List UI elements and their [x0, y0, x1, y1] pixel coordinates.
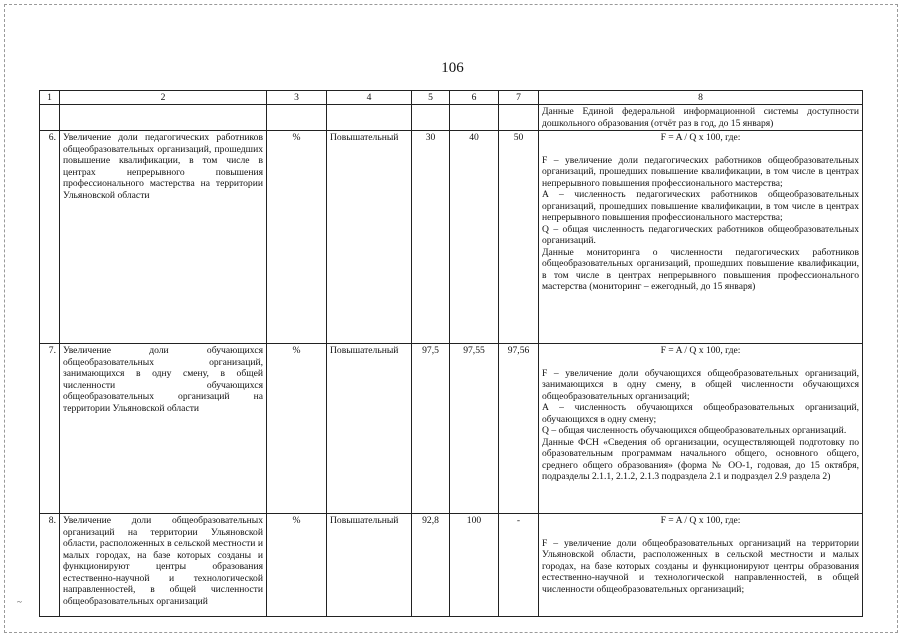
table-row: [40, 131, 863, 344]
data-source: Данные мониторинга о численности педагогических работников общеобразовательных организаций, прошедших повышение квалификации, в том числе в центрах непрерывного повышения профессионального мастерства (мониторинг – ежегодный, до 15 января): [542, 246, 859, 292]
definition-a: A – численность обучающихся общеобразовательных организаций, обучающихся в одну смену;: [542, 402, 859, 425]
continuation-row: [40, 105, 863, 131]
formula: F = A / Q x 100, где:: [660, 515, 741, 526]
value-3: -: [499, 514, 539, 617]
unit: %: [267, 514, 327, 617]
value-2: 40: [450, 131, 499, 344]
value-1: 92,8: [412, 514, 450, 617]
method-description: [539, 344, 863, 514]
method-description: [539, 514, 863, 617]
data-source: Данные ФСН «Сведения об организации, осуществляющей подготовку по образовательным программам начального общего, основного общего, среднего общего образования» (форма № ОО-1, годовая, до 15 октября, подразделы 2.1.1, 2.1.2, 2.1.3 подраздела 2.1 и подраздел 2.9 раздела 2): [542, 436, 859, 482]
method-description: [539, 131, 863, 344]
row-number: 6.: [40, 131, 60, 344]
value-1: 30: [412, 131, 450, 344]
definition-f: F – увеличение доли общеобразовательных организаций на территории Ульяновской области, расположенных в сельской местности и малых городах, на базе которых созданы и функционируют центры образования естественно-научной и технологической направленностей, в общей численности общеобразовательных организаций;: [542, 537, 859, 595]
page-number: 106: [441, 60, 464, 76]
value-2: 97,55: [450, 344, 499, 514]
continuation-description: Данные Единой федеральной информационной системы доступности дошкольного образования (отчёт раз в год, до 15 января): [539, 105, 863, 131]
column-header: 1: [40, 91, 60, 105]
indicator-name: Увеличение доли общеобразовательных организаций на территории Ульяновской области, расположенных в сельской местности и малых городах, на базе которых созданы и функционируют центры образования естественно-научной и технологической направленностей, в общей численности общеобразовательных организаций: [60, 514, 267, 617]
value-1: 97,5: [412, 344, 450, 514]
value-3: 50: [499, 131, 539, 344]
unit: %: [267, 344, 327, 514]
unit: %: [267, 131, 327, 344]
definition-f: F – увеличение доли обучающихся общеобразовательных организаций, занимающихся в одну смену, в общей численности обучающихся общеобразовательных организаций;: [542, 367, 859, 402]
table-row: [40, 344, 863, 514]
definition-q: Q – общая численность педагогических работников общеобразовательных организаций.: [542, 223, 859, 246]
margin-mark: ~: [17, 597, 22, 607]
indicator-name: Увеличение доли педагогических работников общеобразовательных организаций, прошедших повышение квалификации, в том числе в центрах непрерывного повышения профессионального мастерства на территории Ульяновской области: [60, 131, 267, 344]
row-number: 7.: [40, 344, 60, 514]
value-2: 100: [450, 514, 499, 617]
formula: F = A / Q x 100, где:: [660, 345, 741, 356]
indicator-name: Увеличение доли обучающихся общеобразовательных организаций, занимающихся в одну смену, в общей численности обучающихся общеобразовательных организаций на территории Ульяновской области: [60, 344, 267, 514]
indicator-type: Повышательный: [327, 131, 412, 344]
column-header: 7: [499, 91, 539, 105]
column-header: 5: [412, 91, 450, 105]
definition-a: A – численность педагогических работников общеобразовательных организаций, прошедших повышение квалификации, в том числе в центрах непрерывного повышения профессионального мастерства;: [542, 189, 859, 223]
definition-f: F – увеличение доли педагогических работников общеобразовательных организаций, прошедших повышение квалификации, в том числе в центрах непрерывного повышения профессионального мастерства;: [542, 154, 859, 189]
row-number: 8.: [40, 514, 60, 617]
indicator-type: Повышательный: [327, 344, 412, 514]
value-3: 97,56: [499, 344, 539, 514]
table-row: [40, 514, 863, 617]
column-header: 8: [539, 91, 863, 105]
column-header: 3: [267, 91, 327, 105]
column-header: 6: [450, 91, 499, 105]
formula: F = A / Q x 100, где:: [660, 132, 741, 143]
column-number-row: [40, 91, 863, 105]
column-header: 4: [327, 91, 412, 105]
indicator-type: Повышательный: [327, 514, 412, 617]
column-header: 2: [60, 91, 267, 105]
definition-q: Q – общая численность обучающихся общеобразовательных организаций.: [542, 425, 847, 436]
indicators-table: [39, 90, 863, 617]
